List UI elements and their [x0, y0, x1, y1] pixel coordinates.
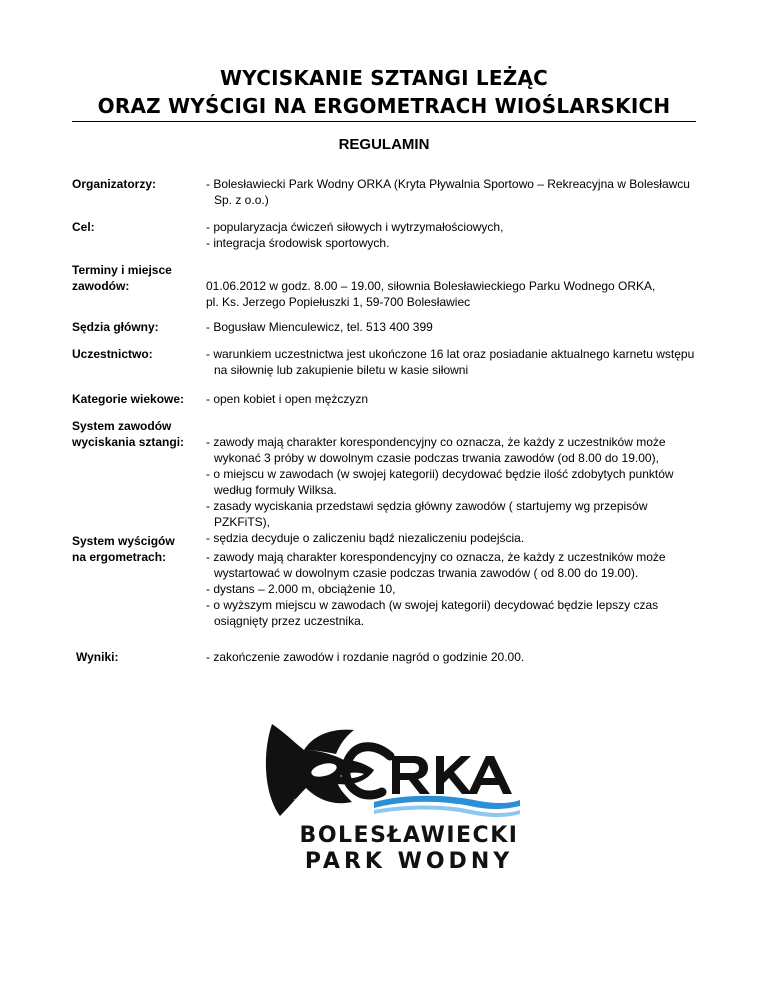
value-line: - popularyzacja ćwiczeń siłowych i wytrzymałościowych, — [206, 220, 504, 234]
value-line: 01.06.2012 w godz. 8.00 – 19.00, siłownia Bolesławieckiego Parku Wodnego ORKA, — [206, 279, 656, 293]
value-line: - zasady wyciskania przedstawi sędzia główny zawodów ( startujemy wg przepisów PZKFiTS), — [206, 499, 648, 529]
document-subtitle: REGULAMIN — [338, 136, 430, 153]
logo-line-2: PARK WODNY — [304, 849, 514, 874]
row-label: System wyścigów na ergometrach: — [72, 534, 175, 564]
row-value — [206, 391, 702, 407]
row-value — [206, 278, 702, 310]
row-value — [206, 319, 702, 335]
row-label: Kategorie wiekowe: — [72, 392, 185, 406]
value-line: - zawody mają charakter korespondencyjny co oznacza, że każdy z uczestników może wystartować w dowolnym czasie podczas trwania zawodów ( od 8.00 do 19.00). — [206, 550, 666, 580]
orka-logo — [254, 714, 564, 874]
value-line: - Bogusław Mienculewicz, tel. 513 400 399 — [206, 320, 433, 334]
value-line: - open kobiet i open mężczyzn — [206, 392, 369, 406]
value-line: - o wyższym miejscu w zawodach (w swojej kategorii) decydować będzie lepszy czas osiągnięty przez uczestnika. — [206, 598, 659, 628]
row-value — [206, 346, 702, 378]
row-value — [206, 434, 702, 546]
orka-wordmark — [392, 756, 512, 794]
row-value — [206, 176, 702, 208]
value-line: - dystans – 2.000 m, obciążenie 10, — [206, 582, 396, 596]
value-line: - warunkiem uczestnictwa jest ukończone 16 lat oraz posiadanie aktualnego karnetu wstępu na siłownię lub zakupienie biletu w kasie siłowni — [206, 347, 695, 377]
row-label: Cel: — [72, 220, 95, 234]
value-line: - Bolesławiecki Park Wodny ORKA (Kryta Pływalnia Sportowo – Rekreacyjna w Bolesławcu Sp. z o.o.) — [206, 177, 690, 207]
row-value — [206, 649, 702, 665]
row-value — [206, 549, 702, 629]
orca-icon — [266, 724, 374, 818]
row-label: Sędzia główny: — [72, 320, 159, 334]
value-line: - sędzia decyduje o zaliczeniu bądź niezaliczeniu podejścia. — [206, 531, 525, 545]
row-label: System zawodów wyciskania sztangi: — [72, 419, 185, 449]
title-underline — [72, 121, 696, 122]
row-label: Wyniki: — [76, 650, 119, 664]
row-value — [206, 219, 702, 251]
value-line: pl. Ks. Jerzego Popiełuszki 1, 59-700 Bolesławiec — [206, 295, 471, 309]
row-label: Organizatorzy: — [72, 177, 157, 191]
document-title-line-1: WYCISKANIE SZTANGI LEŻĄC — [219, 66, 549, 90]
value-line: - zakończenie zawodów i rozdanie nagród o godzinie 20.00. — [206, 650, 525, 664]
logo-line-1: BOLESŁAWIECKI — [299, 823, 519, 848]
value-line: - integracja środowisk sportowych. — [206, 236, 390, 250]
row-label: Terminy i miejsce zawodów: — [72, 263, 172, 293]
value-line: - o miejscu w zawodach (w swojej kategorii) decydować będzie ilość zdobytych punktów według formuły Wilksa. — [206, 467, 674, 497]
value-line: - zawody mają charakter korespondencyjny co oznacza, że każdy z uczestników może wykonać 3 próby w dowolnym czasie podczas trwania zawodów (od 8.00 do 19.00), — [206, 435, 666, 465]
document-title-line-2: ORAZ WYŚCIGI NA ERGOMETRACH WIOŚLARSKICH — [97, 94, 671, 118]
row-label: Uczestnictwo: — [72, 347, 153, 361]
